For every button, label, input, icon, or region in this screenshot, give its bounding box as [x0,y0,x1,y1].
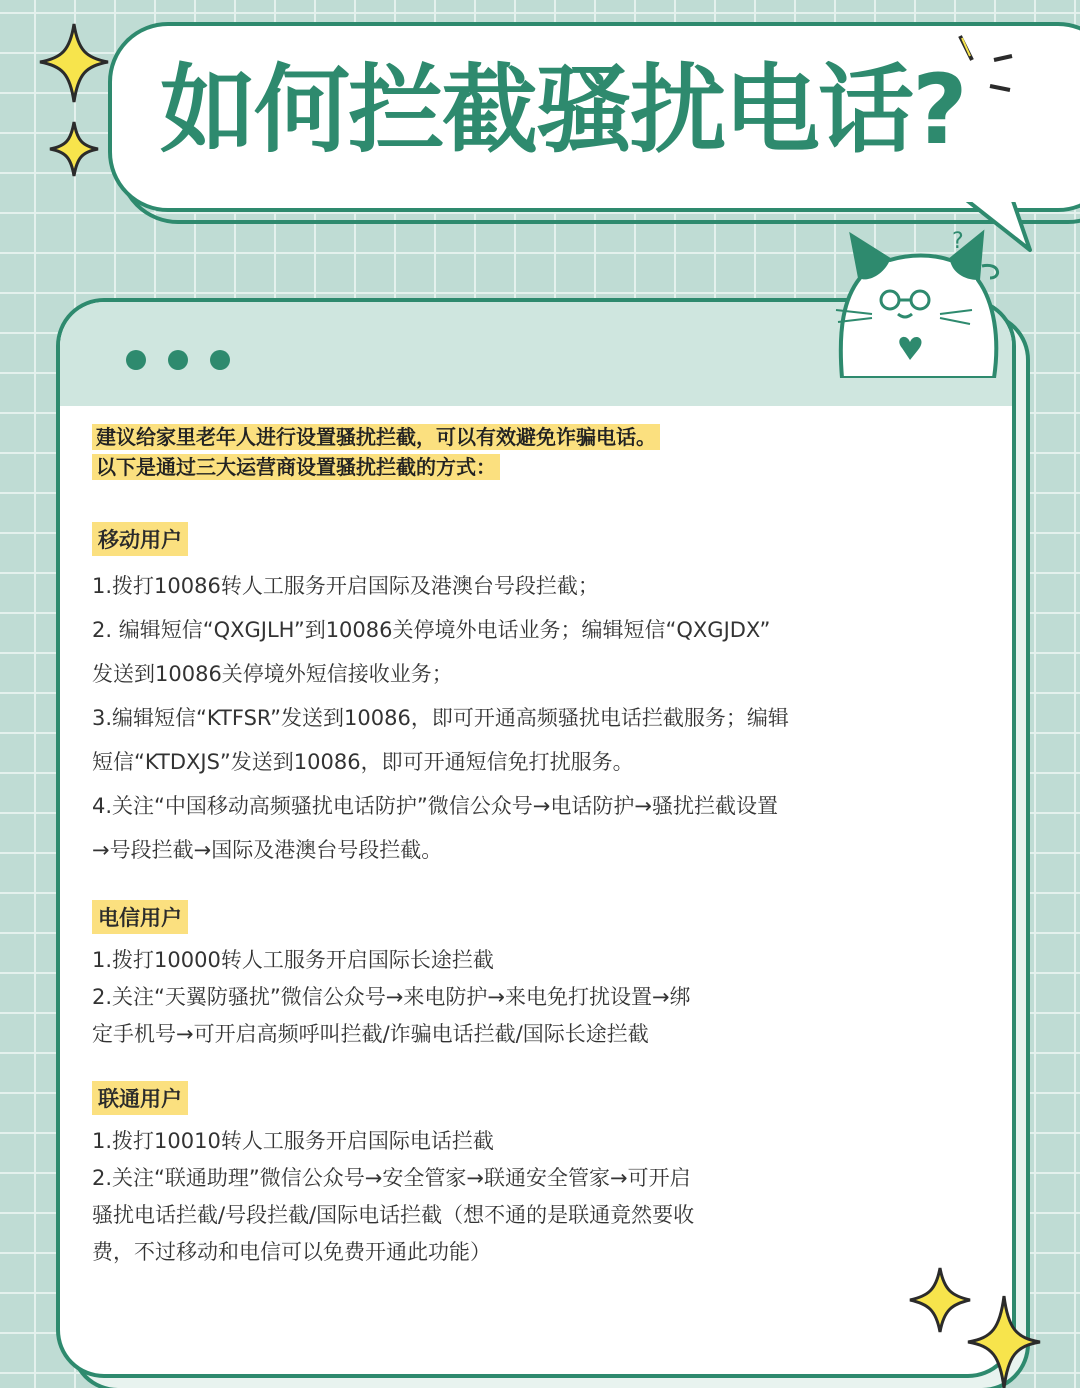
section-heading: 电信用户 [92,900,188,934]
section-line: 短信“KTDXJS”发送到10086，即可开通短信免打扰服务。 [92,750,634,774]
section-line: 发送到10086关停境外短信接收业务； [92,662,453,686]
exclamation-marks-icon [950,30,1020,100]
window-dot [168,350,188,370]
section-line: 3.编辑短信“KTFSR”发送到10086，即可开通高频骚扰电话拦截服务；编辑 [92,706,789,730]
window-dot [126,350,146,370]
section-line: 2.关注“天翼防骚扰”微信公众号→来电防护→来电免打扰设置→绑 [92,985,691,1009]
section-line: 2. 编辑短信“QXGJLH”到10086关停境外电话业务；编辑短信“QXGJDX” [92,618,771,642]
intro-line-1: 建议给家里老年人进行设置骚扰拦截，可以有效避免诈骗电话。 [92,424,660,450]
section-unicom [92,1081,952,1271]
cat-illustration [832,218,1012,378]
section-line: 定手机号→可开启高频呼叫拦截/诈骗电话拦截/国际长途拦截 [92,1022,649,1046]
section-line: 4.关注“中国移动高频骚扰电话防护”微信公众号→电话防护→骚扰拦截设置 [92,794,778,818]
section-heading: 移动用户 [92,522,188,556]
section-line: →号段拦截→国际及港澳台号段拦截。 [92,838,443,862]
sparkle-icon [900,1262,1050,1388]
page-title: 如何拦截骚扰电话? [160,54,966,166]
section-mobile [92,522,952,872]
section-telecom [92,900,952,1053]
section-heading: 联通用户 [92,1081,188,1115]
article-content [92,422,952,1271]
svg-text:?: ? [972,239,984,264]
window-dot [210,350,230,370]
section-line: 1.拨打10010转人工服务开启国际电话拦截 [92,1129,494,1153]
section-line: 1.拨打10000转人工服务开启国际长途拦截 [92,948,494,972]
sparkle-icon [36,18,116,188]
intro-line-2: 以下是通过三大运营商设置骚扰拦截的方式： [92,454,500,480]
section-line: 费，不过移动和电信可以免费开通此功能） [92,1240,491,1264]
section-line: 骚扰电话拦截/号段拦截/国际电话拦截（想不通的是联通竟然要收 [92,1203,695,1227]
section-line: 1.拨打10086转人工服务开启国际及港澳台号段拦截； [92,574,599,598]
section-line: 2.关注“联通助理”微信公众号→安全管家→联通安全管家→可开启 [92,1166,691,1190]
intro [92,422,952,482]
svg-text:?: ? [952,229,964,254]
